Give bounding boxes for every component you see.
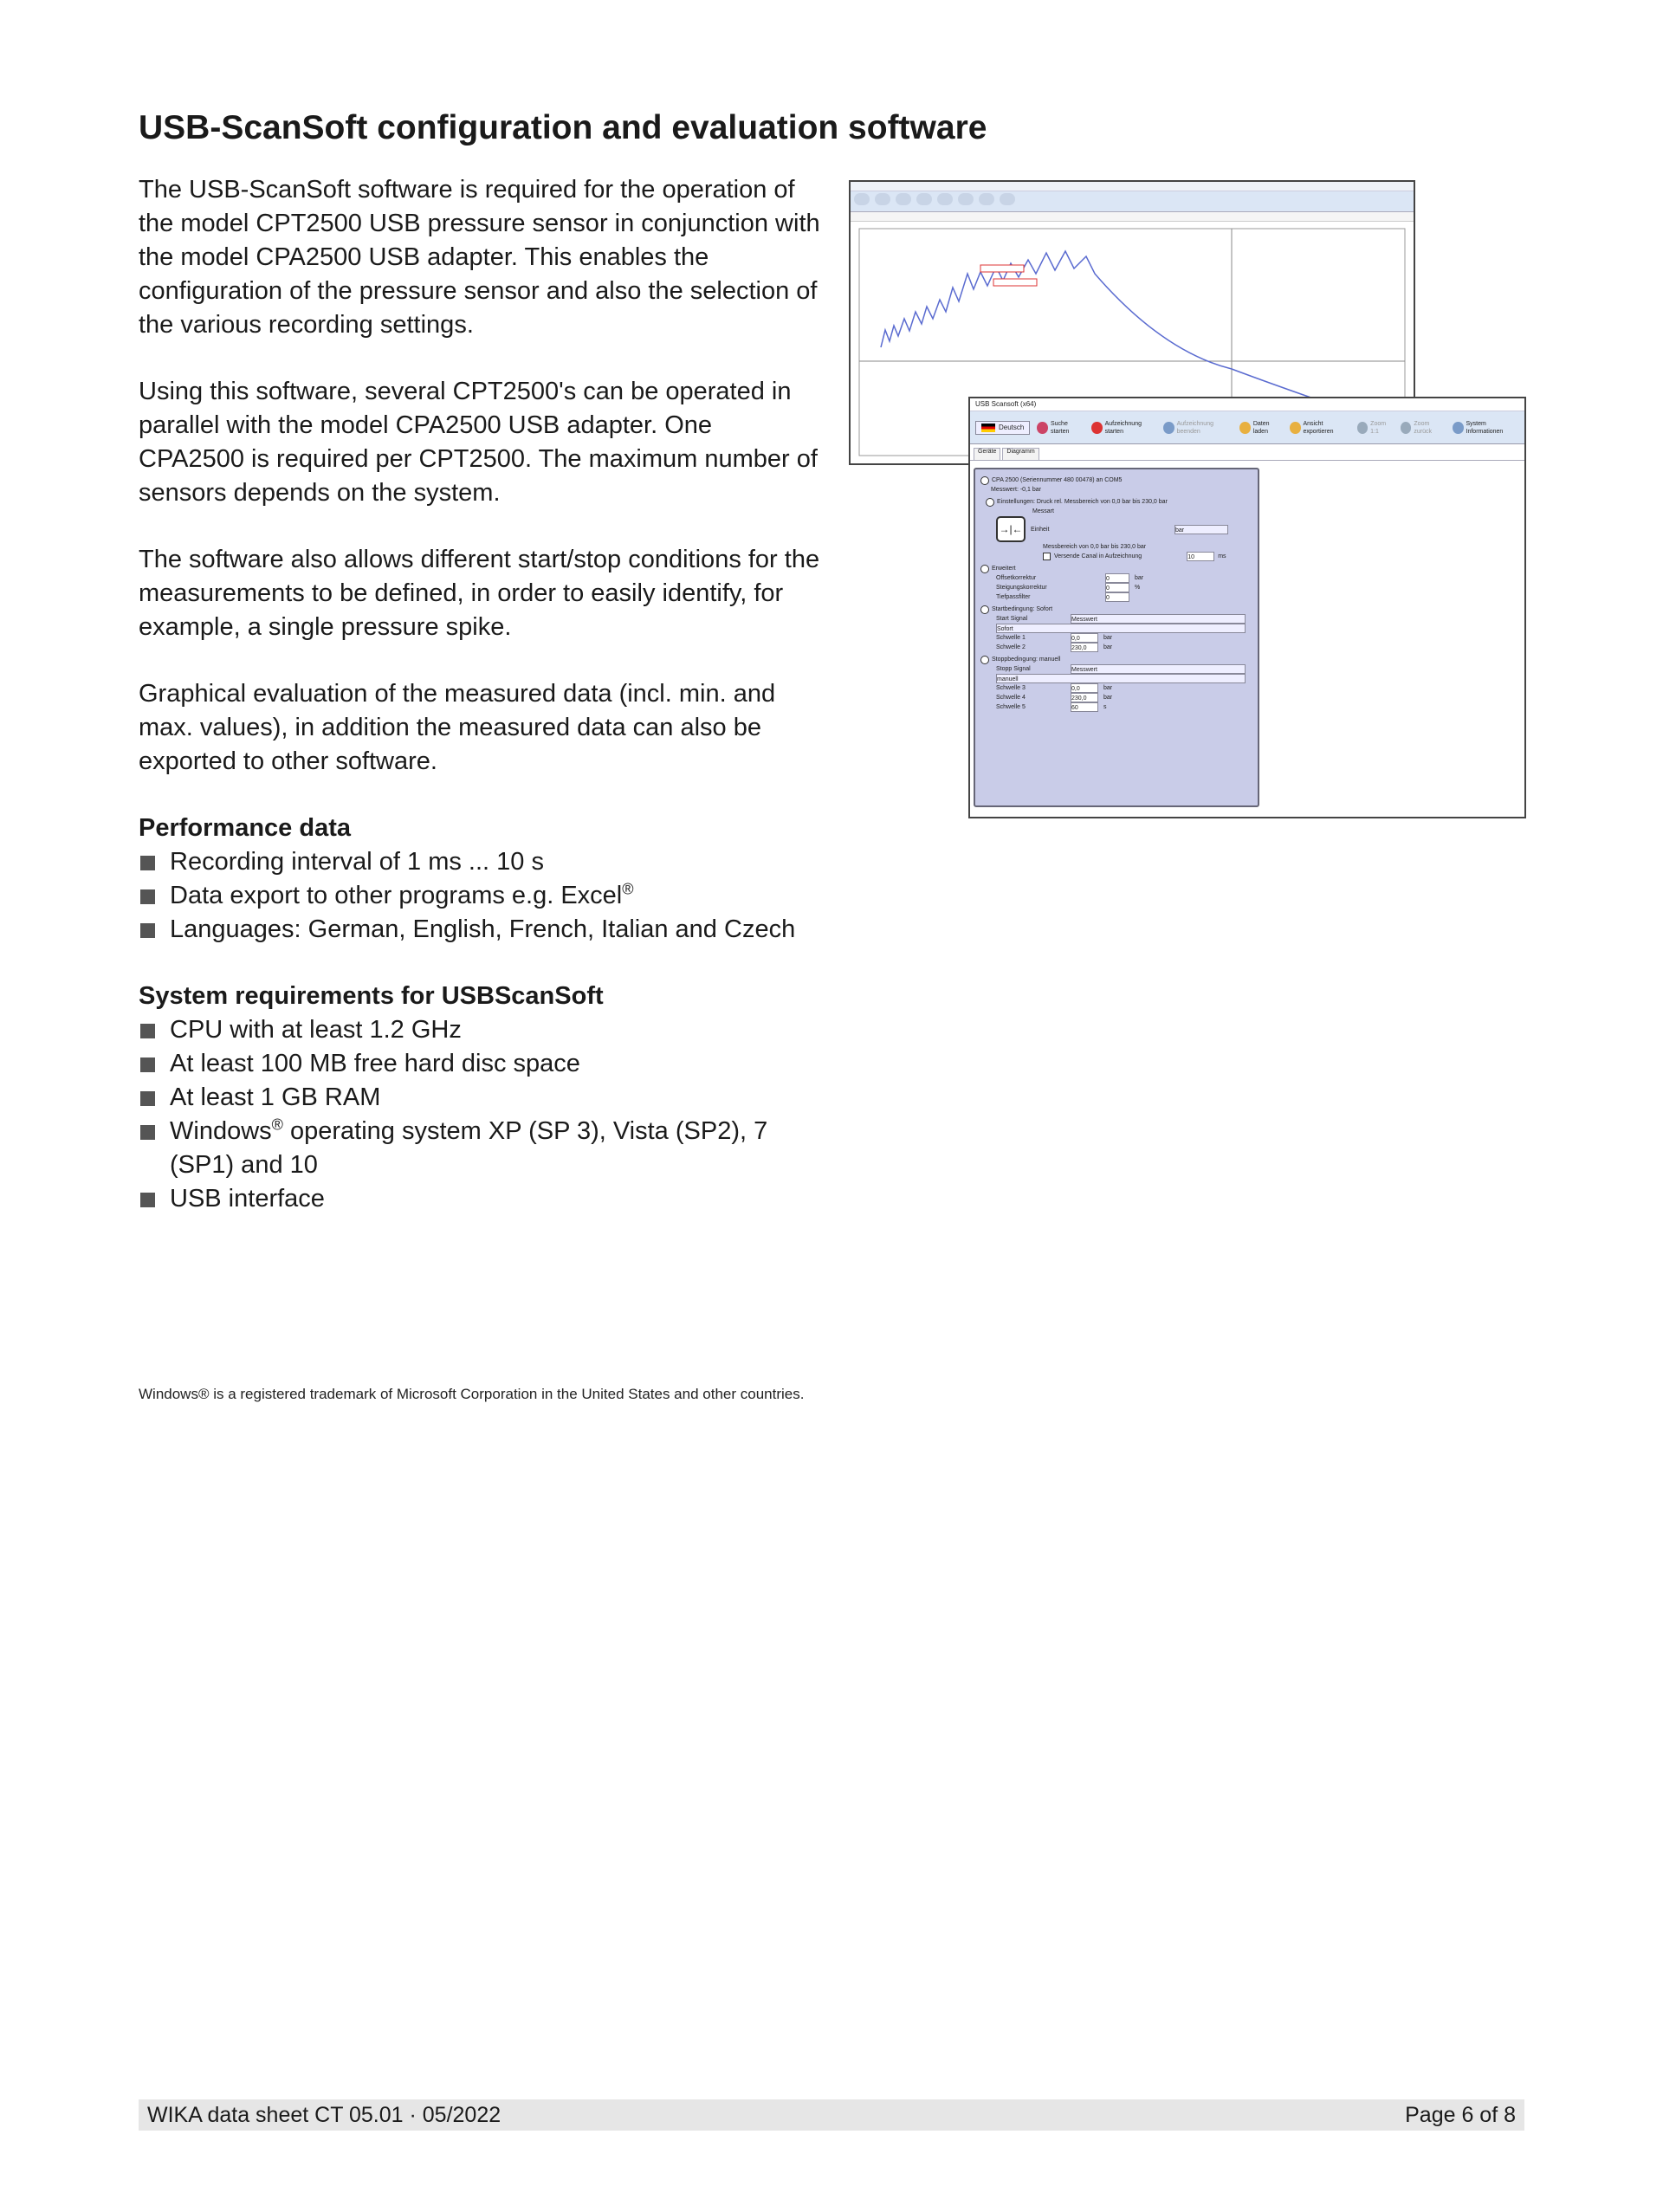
list-item: Languages: German, English, French, Italian and Czech <box>139 913 823 947</box>
performance-heading: Performance data <box>139 814 351 842</box>
footer-doc-id: WIKA data sheet CT 05.01 · 05/2022 <box>147 2103 501 2127</box>
collapse-icon[interactable] <box>980 605 989 614</box>
german-flag-icon <box>981 424 995 432</box>
record-start-button[interactable]: Aufzeichnung starten <box>1091 420 1156 436</box>
paragraph: The USB-ScanSoft software is required for the operation of the model CPT2500 USB pressure sensor in conjunction with the model CPA2500 USB adapter. This enables the configuration of the pressure sensor and also the selection of the various recording settings. <box>139 176 820 339</box>
list-item: USB interface <box>139 1182 823 1216</box>
threshold-1-input[interactable]: 0,0 <box>1071 633 1098 643</box>
threshold-3-input[interactable]: 0,0 <box>1071 683 1098 693</box>
offset-input[interactable]: 0 <box>1105 573 1129 583</box>
registered-mark: ® <box>622 880 634 898</box>
collapse-icon[interactable] <box>986 498 994 507</box>
footer-page-number: Page 6 of 8 <box>1405 2103 1516 2127</box>
interval-input[interactable]: 10 <box>1187 552 1214 561</box>
threshold-4-input[interactable]: 230,0 <box>1071 693 1098 702</box>
tab-bar <box>970 444 1524 461</box>
tab-devices[interactable]: Geräte <box>974 448 1000 460</box>
collapse-icon[interactable] <box>980 656 989 664</box>
device-panel: CPA 2500 (Seriennummer 480 00478) an COM5 Messwert: -0,1 bar Einstellungen: Druck rel. Messbereich von 0,0 bar bis 230,0 bar Messart →|← Einheit bar Messbereich von 0,0 bar bis 230,0 bar Versende Canal in Aufzeichnung 10 ms Erweitert Offsetkorrektur 0 bar Steigungskorrektur 0 % Tiefpassfilter 0 Startbedingung: Sofort Start Signal Messwert Sofort Schwelle 1 0,0 bar Schwelle 2 230,0 bar Stoppbedingung: manuell Stopp Signal Messwert manuell Schwelle 3 0,0 bar Schwelle 4 230,0 bar Schwelle 5 60 s <box>974 468 1259 807</box>
system-info-button[interactable]: System Informationen <box>1453 420 1519 436</box>
system-heading: System requirements for USBScanSoft <box>139 982 604 1010</box>
threshold-5-input[interactable]: 60 <box>1071 702 1098 712</box>
list-item: CPU with at least 1.2 GHz <box>139 1013 823 1047</box>
start-mode-select[interactable]: Sofort <box>996 624 1246 633</box>
record-stop-button[interactable]: Aufzeichnung beenden <box>1163 420 1233 436</box>
lowpass-input[interactable]: 0 <box>1105 592 1129 602</box>
performance-list <box>139 845 823 947</box>
chart-window-tabs <box>851 212 1414 222</box>
list-item: Data export to other programs e.g. Excel® <box>139 879 823 913</box>
record-start-icon <box>1091 422 1103 434</box>
system-list <box>139 1013 823 1216</box>
info-icon <box>1453 422 1464 434</box>
list-item: At least 100 MB free hard disc space <box>139 1047 823 1081</box>
language-selector[interactable]: Deutsch <box>975 421 1030 435</box>
export-view-icon <box>1290 422 1301 434</box>
window-title: USB Scansoft (x64) <box>975 400 1037 408</box>
zoom-button[interactable]: Zoom 1:1 <box>1357 420 1394 436</box>
window-titlebar <box>970 398 1524 411</box>
slope-input[interactable]: 0 <box>1105 583 1129 592</box>
start-signal-select[interactable]: Messwert <box>1071 614 1246 624</box>
zoom-icon <box>1357 422 1369 434</box>
record-stop-icon <box>1163 422 1174 434</box>
chart-window-titlebar <box>851 182 1414 191</box>
sensor-icon: →|← <box>996 516 1026 542</box>
unit-select[interactable]: bar <box>1174 525 1228 534</box>
stop-mode-select[interactable]: manuell <box>996 674 1246 683</box>
collapse-icon[interactable] <box>980 476 989 485</box>
list-item: Windows® operating system XP (SP 3), Vista (SP2), 7 (SP1) and 10 <box>139 1115 823 1182</box>
page-title: USB-ScanSoft configuration and evaluation software <box>139 109 987 146</box>
list-item: At least 1 GB RAM <box>139 1081 823 1115</box>
list-item: Recording interval of 1 ms ... 10 s <box>139 845 823 879</box>
tab-diagram[interactable]: Diagramm <box>1002 448 1039 460</box>
settings-screenshot <box>968 397 1526 818</box>
load-data-button[interactable]: Daten laden <box>1239 420 1283 436</box>
page-footer <box>139 2099 1524 2131</box>
load-data-icon <box>1239 422 1251 434</box>
search-start-icon <box>1037 422 1048 434</box>
zoom-back-button[interactable]: Zoom zurück <box>1401 420 1446 436</box>
paragraph: Graphical evaluation of the measured data (incl. min. and max. values), in addition the measured data can also be exported to other software. <box>139 680 776 775</box>
channel-checkbox[interactable] <box>1043 553 1051 560</box>
zoom-back-icon <box>1401 422 1412 434</box>
collapse-icon[interactable] <box>980 565 989 573</box>
registered-mark: ® <box>271 1116 283 1134</box>
chart-window-ribbon <box>851 191 1414 212</box>
paragraph: The software also allows different start/stop conditions for the measurements to be defined, in order to easily identify, for example, a single pressure spike. <box>139 546 820 641</box>
threshold-2-input[interactable]: 230,0 <box>1071 643 1098 652</box>
export-view-button[interactable]: Ansicht exportieren <box>1290 420 1350 436</box>
main-column <box>139 173 823 1249</box>
stop-signal-select[interactable]: Messwert <box>1071 664 1246 674</box>
trademark-footnote: Windows® is a registered trademark of Microsoft Corporation in the United States and other countries. <box>139 1386 805 1402</box>
ribbon-toolbar <box>970 411 1524 444</box>
search-start-button[interactable]: Suche starten <box>1037 420 1084 436</box>
paragraph: Using this software, several CPT2500's can be operated in parallel with the model CPA2500 USB adapter. One CPA2500 is required per CPT2500. The maximum number of sensors depends on the system. <box>139 378 818 507</box>
